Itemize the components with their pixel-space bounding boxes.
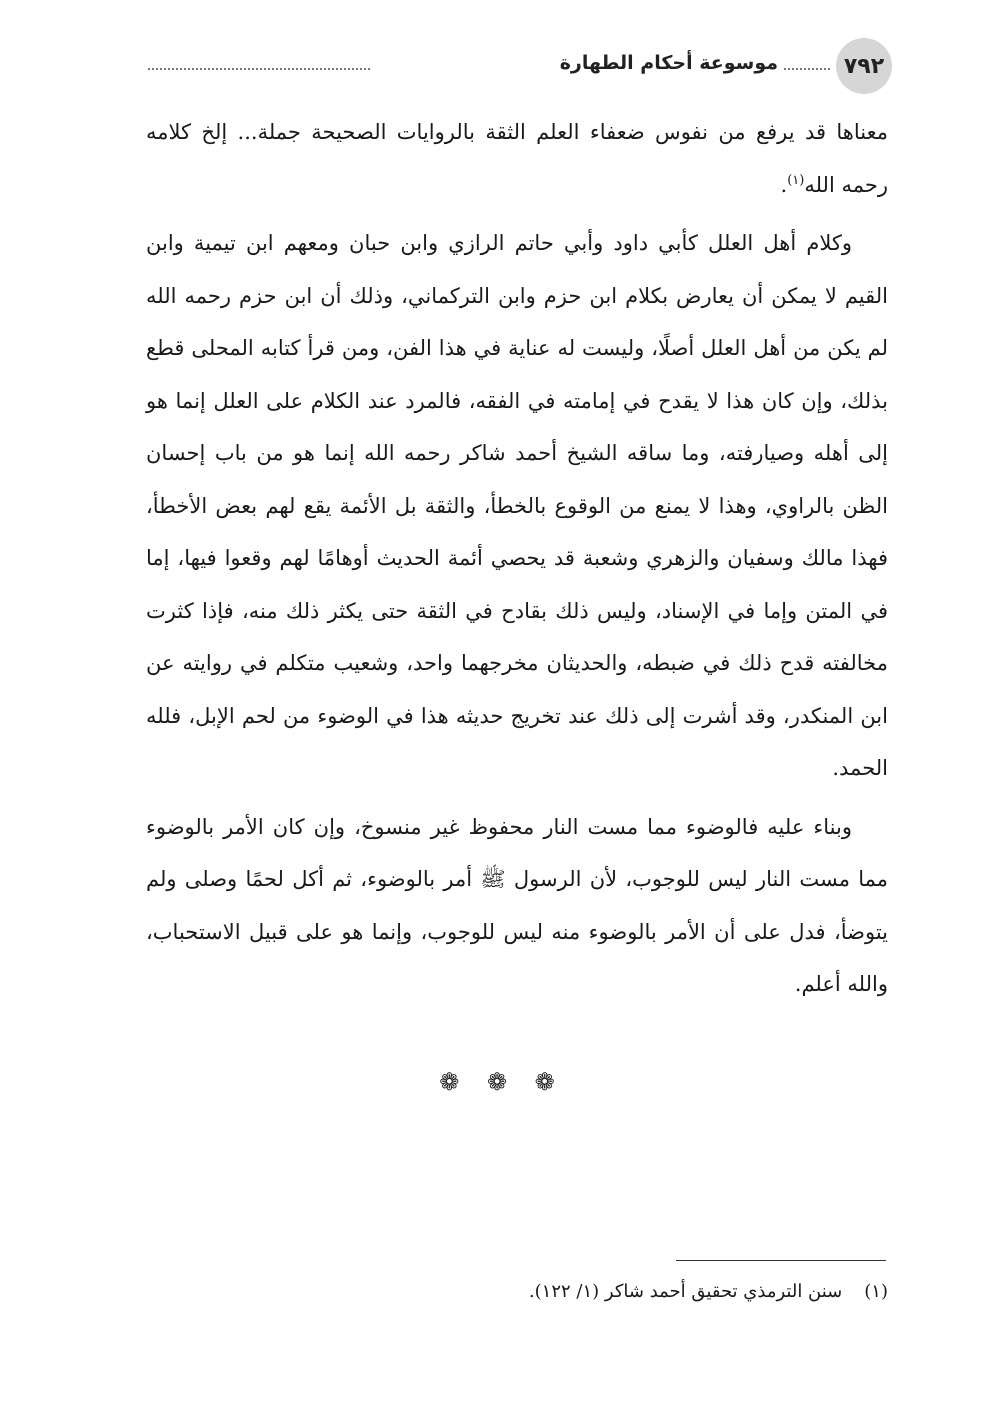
header-dotted-leader-left (148, 68, 370, 70)
footnote-text: سنن الترمذي تحقيق أحمد شاكر (١/ ١٢٢). (528, 1281, 843, 1302)
footnote (146, 1276, 888, 1308)
page-header (140, 38, 892, 94)
paragraph-1 (146, 106, 888, 211)
paragraph-3: وبناء عليه فالوضوء مما مست النار محفوظ غير منسوخ، وإن كان الأمر بالوضوء مما مست النار ليس للوجوب، لأن الرسول ﷺ أمر بالوضوء، ثم أكل لحمًا وصلى ولم يتوضأ، فدل على أن الأمر بالوضوء منه ليس للوجوب، وإنما هو على قبيل الاستحباب، والله أعلم. (146, 814, 888, 996)
paragraph-1-text: معناها قد يرفع من نفوس ضعفاء العلم الثقة بالروايات الصحيحة جملة... إلخ كلامه رحمه الله (146, 120, 888, 197)
paragraph-2: وكلام أهل العلل كأبي داود وأبي حاتم الرازي وابن حبان ومعهم ابن تيمية وابن القيم لا يمكن أن يعارض بكلام ابن حزم وابن التركماني، وذلك أن ابن حزم رحمه الله لم يكن من أهل العلل أصلًا، وليست له عناية في هذا الفن، ومن قرأ كتابه المحلى قطع بذلك، وإن كان هذا لا يقدح في إمامته في الفقه، فالمرد عند الكلام على العلل إنما هو إلى أهله وصيارفته، وما ساقه الشيخ أحمد شاكر رحمه الله إنما هو من باب إحسان الظن بالراوي، وهذا لا يمنع من الوقوع بالخطأ، والثقة بل الأئمة يقع لهم بعض الأخطأ، فهذا مالك وسفيان والزهري وشعبة قد يحصي أئمة الحديث أوهامًا لهم وقعوا فيها، إما في المتن وإما في الإسناد، وليس ذلك بقادح في الثقة حتى يكثر ذلك منه، فإذا كثرت مخالفته قدح ذلك في ضبطه، والحديثان مخرجهما واحد، وشعيب متكلم في روايته عن ابن المنكدر، وقد أشرت إلى ذلك عند تخريج حديثه هذا في الوضوء من لحم الإبل، فلله الحمد. (146, 231, 888, 780)
main-text (146, 106, 888, 1017)
footnote-number: (١) (864, 1281, 888, 1302)
footnote-separator (676, 1260, 886, 1261)
header-dotted-leader-right (784, 68, 830, 70)
section-end-ornament: ❁ ❁ ❁ (439, 1068, 565, 1096)
book-title: موسوعة أحكام الطهارة (554, 52, 784, 74)
paragraph-1-tail: . (780, 172, 788, 197)
page-number-badge: ٧٩٢ (836, 38, 892, 94)
footnote-reference[interactable]: (١) (787, 172, 805, 188)
